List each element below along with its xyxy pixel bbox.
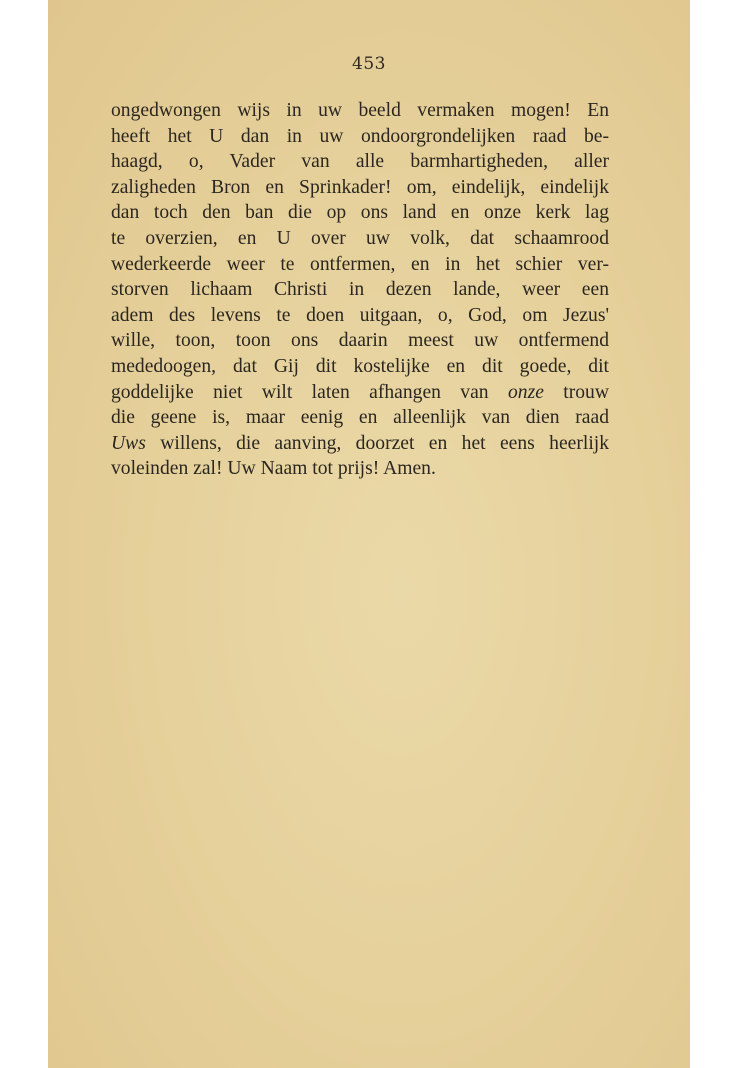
body-text [111,98,609,482]
text-line: zaligheden Bron en Sprinkader! om, eindelijk, eindelijk [111,176,609,198]
text-line: haagd, o, Vader van alle barmhartigheden, aller [111,151,609,173]
italic-word: onze [507,381,544,403]
text-segment: trouw [543,381,609,403]
book-page [48,0,690,1068]
text-line [111,380,609,406]
text-line: voleinden zal! Uw Naam tot prijs! Amen. [111,458,436,480]
text-line: wederkeerde weer te ontfermen, en in het schier ver- [111,253,609,275]
text-line: ongedwongen wijs in uw beeld vermaken mogen! En [111,100,609,121]
text-line: adem des levens te doen uitgaan, o, God, om Jezus' [111,304,609,326]
italic-word: Uws [111,432,146,454]
page-number: 453 [352,54,386,74]
text-line: storven lichaam Christi in dezen lande, weer een [111,279,609,301]
text-line: die geene is, maar eenig en alleenlijk van dien raad [111,407,609,429]
text-line: te overzien, en U over uw volk, dat schaamrood [111,227,609,249]
text-segment: willens, die aanving, doorzet en het eens heerlijk [145,432,609,454]
text-segment: goddelijke niet wilt laten afhangen van [111,381,508,403]
text-line: dan toch den ban die op ons land en onze kerk lag [111,202,609,224]
text-line: heeft het U dan in uw ondoorgrondelijken raad be- [111,125,609,147]
text-line: wille, toon, toon ons daarin meest uw ontfermend [111,330,609,352]
text-line [111,431,609,457]
text-line: mededoogen, dat Gij dit kostelijke en dit goede, dit [111,355,609,377]
